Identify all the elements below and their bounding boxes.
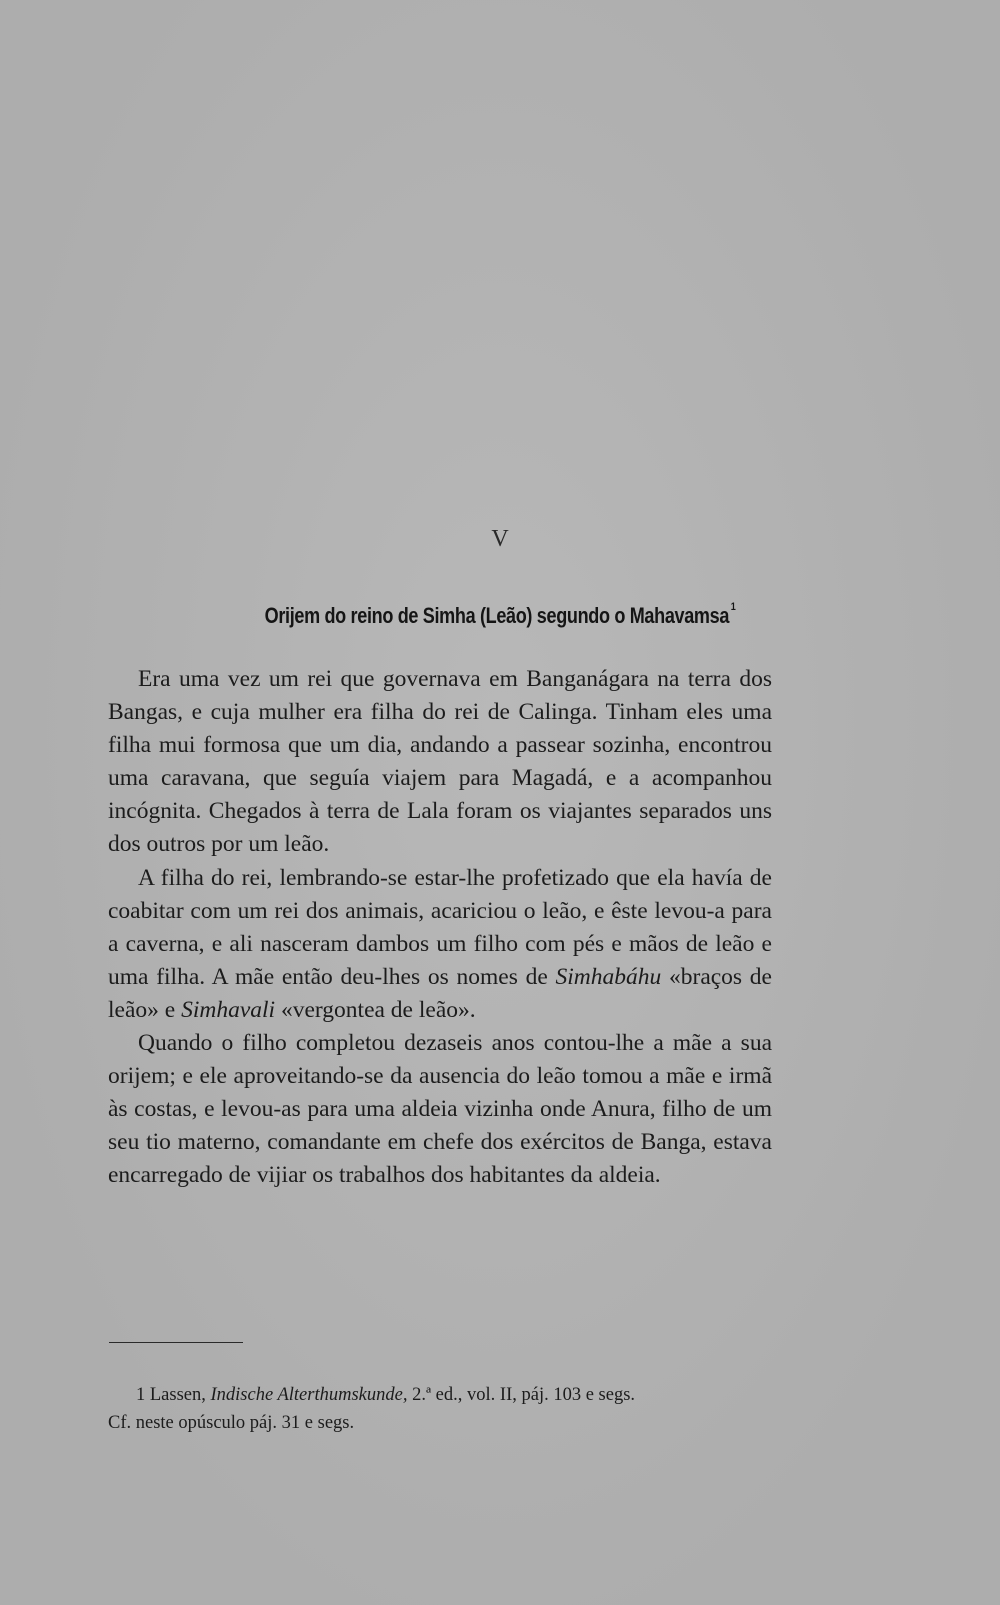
chapter-title: [90, 603, 910, 629]
footnotes: [108, 1381, 776, 1437]
paragraph-2-text-b: «braços de leão» e: [108, 963, 772, 1023]
footnote-divider: [109, 1342, 243, 1343]
footnote-1: [108, 1381, 776, 1409]
footnote-work-title: Indische Alterthumskunde,: [210, 1385, 408, 1405]
body-text: [108, 663, 772, 1193]
footnote-author: Lassen,: [149, 1385, 206, 1405]
name-simhavali: Simhavali: [181, 996, 276, 1023]
paragraph-2-text-a: A filha do rei, lembrando-se estar-lhe profetizado que ela havía de coabitar com um rei dos animais, acariciou o leão, e êste levou-a para a caverna, e ali nasceram dambos um filho com pés e mãos de leão e uma filha. A mãe então deu-lhes os nomes de: [108, 864, 772, 990]
chapter-title-text: Orijem do reino de Simha (Leão) segundo o Mahavamsa: [264, 603, 730, 628]
footnote-marker: 1: [136, 1385, 146, 1405]
footnote-crossref: Cf. neste opúsculo páj. 31 e segs.: [108, 1413, 355, 1433]
footnote-details: 2.ª ed., vol. II, páj. 103 e segs.: [412, 1385, 636, 1405]
footnote-reference-marker: 1: [730, 601, 736, 613]
chapter-numeral: V: [491, 526, 509, 552]
paragraph-3: Quando o filho completou dezaseis anos contou-lhe a mãe a sua orijem; e ele aproveitando-se da ausencia do leão tomou a mãe e irmã às costas, e levou-as para uma aldeia vizinha onde Anura, filho de um seu tio materno, comandante em chefe dos exércitos de Banga, estava encarregado de vijiar os trabalhos dos habitantes da aldeia.: [108, 1030, 772, 1189]
name-simhabahu: Simhabáhu: [555, 963, 662, 990]
paragraph-2-text-c: «vergontea de leão».: [275, 996, 476, 1023]
paragraph-1: Era uma vez um rei que governava em Banganágara na terra dos Bangas, e cuja mulher era filha do rei de Calinga. Tinham eles uma filha mui formosa que um dia, andando a passear sozinha, encontrou uma caravana, que seguía viajem para Magadá, e a acompanhou incógnita. Chegados à terra de Lala foram os viajantes separados uns dos outros por um leão.: [108, 666, 772, 858]
paragraph-2: [108, 862, 772, 1027]
